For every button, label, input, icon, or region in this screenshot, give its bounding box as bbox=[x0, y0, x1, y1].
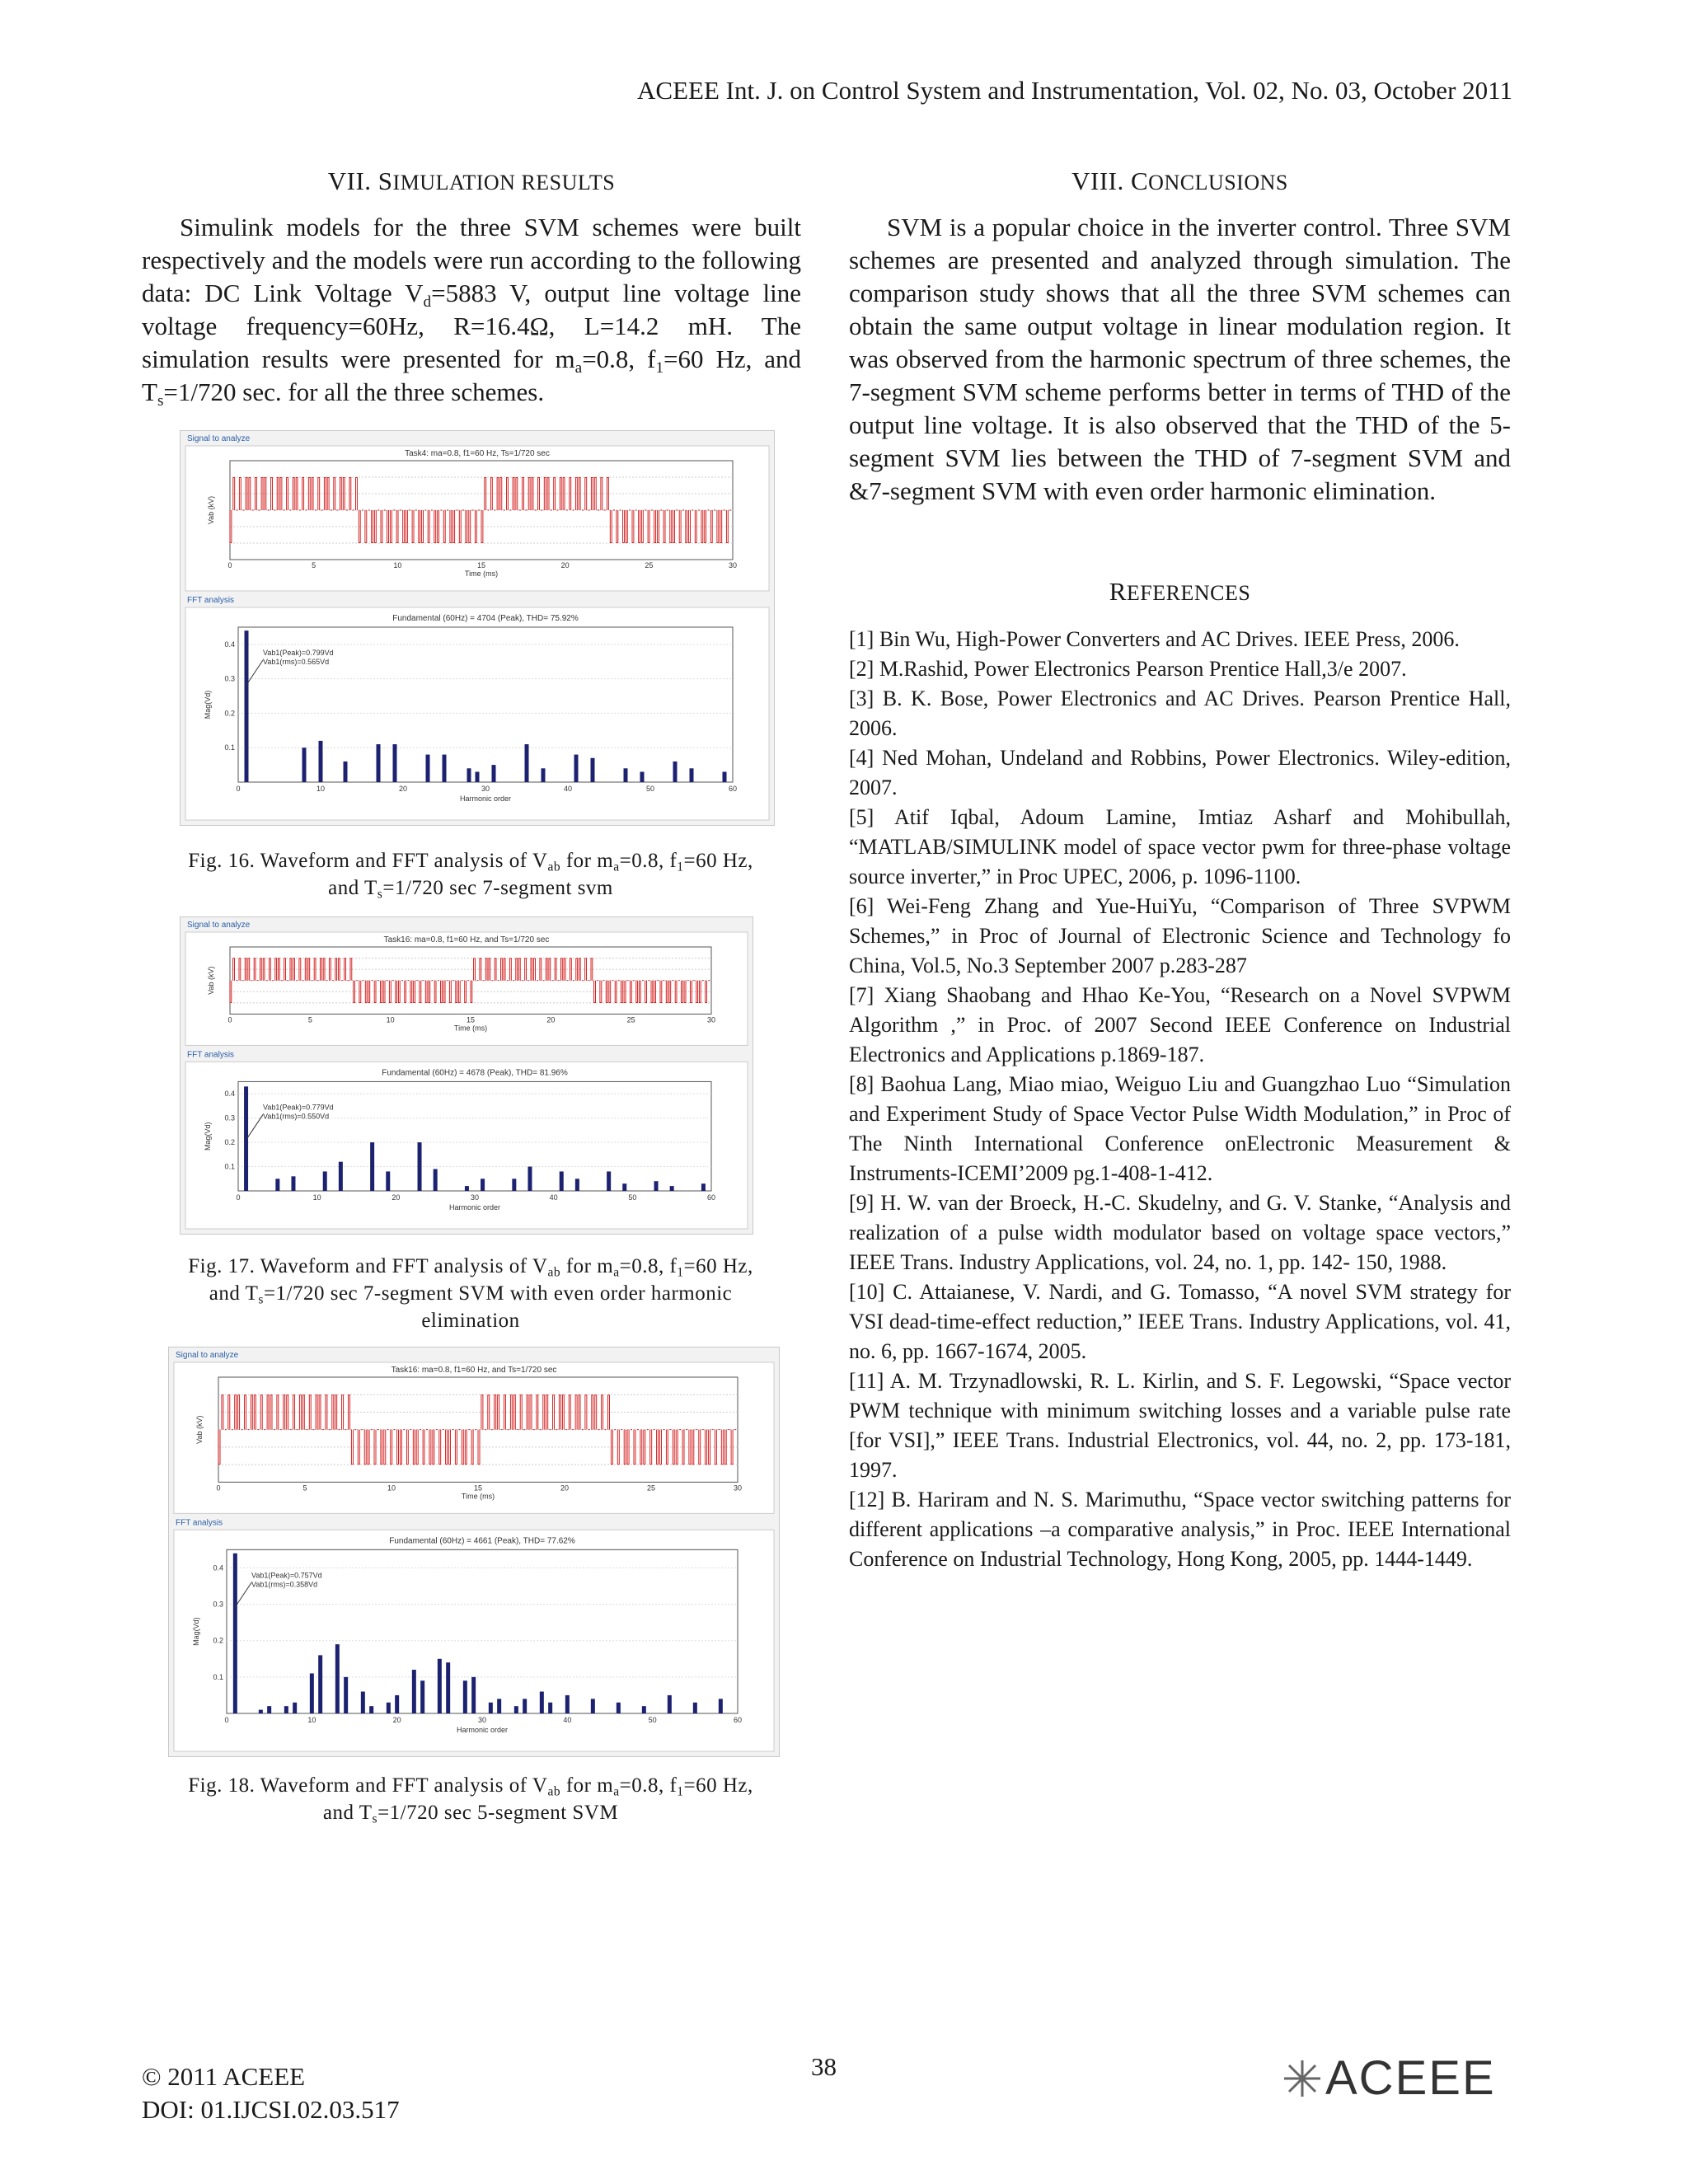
fft-bar-h47 bbox=[624, 768, 628, 782]
fft-panel-label: FFT analysis bbox=[187, 595, 235, 605]
fft-bar-h49 bbox=[622, 1183, 626, 1191]
star-logo-icon bbox=[1279, 2055, 1325, 2102]
reference-item: [2] M.Rashid, Power Electronics Pearson Prentice Hall,3/e 2007. bbox=[849, 657, 1407, 681]
fft-y-tick: 0.4 bbox=[224, 640, 235, 649]
waveform-y-label: Vab (kV) bbox=[207, 966, 215, 995]
fft-bar-h49 bbox=[640, 771, 645, 782]
fft-bar-h20 bbox=[395, 1695, 399, 1713]
fft-x-tick: 40 bbox=[563, 1716, 572, 1724]
fft-bar-h19 bbox=[393, 744, 397, 782]
fft-bar-h40 bbox=[565, 1695, 570, 1713]
fft-annotation: Vab1(Peak)=0.757Vd bbox=[251, 1571, 322, 1580]
fft-x-tick: 20 bbox=[392, 1193, 401, 1202]
fft-bar-h29 bbox=[471, 1677, 476, 1713]
fft-bar-h58 bbox=[719, 1699, 723, 1713]
waveform-y-label: Vab (kV) bbox=[207, 495, 215, 525]
references-heading: REFERENCES bbox=[1109, 577, 1251, 606]
fft-bar-h31 bbox=[492, 765, 496, 782]
waveform-x-tick: 30 bbox=[706, 1015, 716, 1024]
waveform-x-tick: 10 bbox=[393, 560, 402, 569]
fft-y-tick: 0.3 bbox=[224, 674, 235, 683]
waveform-x-tick: 5 bbox=[302, 1483, 307, 1493]
fft-bar-h55 bbox=[670, 1186, 674, 1191]
fft-bar-h59 bbox=[723, 771, 727, 782]
fft-bar-h26 bbox=[446, 1662, 450, 1713]
fft-bar-h23 bbox=[426, 755, 430, 782]
fft-bar-h34 bbox=[514, 1706, 518, 1713]
reference-item: [3] B. K. Bose, Power Electronics and AC Drives. Pearson Prentice Hall, 2006. bbox=[849, 687, 1511, 740]
fft-bar-h14 bbox=[344, 1677, 348, 1713]
fft-x-tick: 20 bbox=[398, 785, 408, 793]
fft-x-tick: 30 bbox=[477, 1716, 487, 1724]
fft-x-tick: 10 bbox=[312, 1193, 321, 1202]
journal-header: ACEEE Int. J. on Control System and Instrumentation, Vol. 02, No. 03, October 2011 bbox=[637, 76, 1512, 105]
fft-y-tick: 0.3 bbox=[213, 1600, 223, 1609]
reference-item: [12] B. Hariram and N. S. Marimuthu, “Space vector switching patterns for different applications –a comparative analysis,” in Proc. IEEE International Conference on Industrial Technology, Hong Kong, 2005, pp. 1444-1449. bbox=[849, 1488, 1511, 1571]
fft-bar-h55 bbox=[690, 768, 694, 782]
fft-bar-h37 bbox=[528, 1167, 532, 1191]
fft-x-tick: 20 bbox=[392, 1716, 401, 1724]
reference-item: [11] A. M. Trzynadlowski, R. L. Kirlin, and S. F. Legowski, “Space vector PWM technique with minimum switching losses and a variable pulse rate [for VSI],” IEEE Trans. Industrial Electronics, vol. 44, no. 2, pp. 173-181, 1997. bbox=[849, 1369, 1511, 1482]
figure-18-caption: Fig. 18. Waveform and FFT analysis of $V_{ab}$ for $m_a=0.8$, $f_1=60$ Hz, and $T_s=1/720$ sec 5-segment SVM bbox=[188, 1774, 753, 1826]
figure-17 bbox=[180, 916, 753, 1235]
fft-x-tick: 50 bbox=[628, 1193, 637, 1202]
waveform-x-tick: 20 bbox=[546, 1015, 556, 1024]
fft-bar-h5 bbox=[267, 1706, 271, 1713]
fft-bar-h11 bbox=[323, 1171, 327, 1191]
section-7-heading bbox=[142, 166, 801, 196]
reference-item: [5] Atif Iqbal, Adoum Lamine, Imtiaz Asharf and Mohibullah, “MATLAB/SIMULINK model of space vector pwm for three-phase voltage source inverter,” in Proc UPEC, 2006, p. 1096-1100. bbox=[849, 805, 1511, 888]
fft-bar-h25 bbox=[434, 1169, 438, 1191]
fft-bar-h19 bbox=[387, 1703, 391, 1713]
logo-text: ACEEE bbox=[1325, 2051, 1496, 2105]
waveform-x-label: Time (ms) bbox=[464, 569, 499, 578]
fft-bar-h1 bbox=[244, 1086, 248, 1191]
fft-x-label: Harmonic order bbox=[448, 1203, 501, 1212]
reference-item: [10] C. Attaianese, V. Nardi, and G. Tomasso, “A novel SVM strategy for VSI dead-time-effect reduction,” IEEE Trans. Industry Applications, vol. 41, no. 6, pp. 1667-1674, 2005. bbox=[849, 1280, 1511, 1363]
fft-bar-h22 bbox=[412, 1670, 416, 1713]
figure-17-caption: Fig. 17. Waveform and FFT analysis of $V_{ab}$ for $m_a=0.8$, $f_1=60$ Hz, and $T_s=1/720$ sec 7-segment SVM with even order harmonic elimination bbox=[188, 1255, 753, 1332]
fft-bar-h35 bbox=[512, 1179, 516, 1191]
waveform-x-tick: 30 bbox=[733, 1483, 743, 1493]
section-8-heading bbox=[849, 166, 1511, 196]
section-8-title: ONCLUSIONS bbox=[1148, 171, 1288, 194]
fft-bar-h43 bbox=[575, 1179, 579, 1191]
reference-item: [9] H. W. van der Broeck, H.-C. Skudelny, and G. V. Stanke, “Analysis and realization of a pulse width modulator based on voltage space vectors,” IEEE Trans. Industry Applications, vol. 24, no. 1, pp. 142- 150, 1988. bbox=[849, 1191, 1511, 1274]
fft-bar-h43 bbox=[591, 758, 595, 782]
fft-y-tick: 0.4 bbox=[213, 1563, 223, 1572]
fft-bar-h13 bbox=[335, 1644, 340, 1713]
aceee-logo bbox=[1279, 2050, 1496, 2106]
fft-title: Fundamental (60Hz) = 4704 (Peak), THD= 75.92% bbox=[392, 613, 579, 623]
waveform-title: Task16: ma=0.8, f1=60 Hz, and Ts=1/720 sec bbox=[383, 935, 550, 944]
fft-x-tick: 30 bbox=[470, 1193, 480, 1202]
fft-bar-h53 bbox=[654, 1181, 659, 1191]
fft-bar-h17 bbox=[370, 1142, 374, 1191]
fft-bar-h35 bbox=[523, 1699, 527, 1713]
fft-bar-h43 bbox=[591, 1699, 595, 1713]
fft-x-label: Harmonic order bbox=[459, 794, 512, 803]
fft-bar-h25 bbox=[438, 1659, 442, 1713]
waveform-x-tick: 20 bbox=[560, 560, 570, 569]
page-number: 38 bbox=[811, 2052, 837, 2081]
fft-y-tick: 0.1 bbox=[224, 1162, 235, 1171]
fft-annotation: Vab1(rms)=0.358Vd bbox=[251, 1580, 318, 1589]
signal-panel-label: Signal to analyze bbox=[176, 1351, 239, 1360]
waveform-x-tick: 15 bbox=[476, 560, 486, 569]
fft-panel-label: FFT analysis bbox=[187, 1050, 235, 1060]
fft-bar-h11 bbox=[318, 1655, 322, 1713]
figure-16-caption: Fig. 16. Waveform and FFT analysis of $V_{ab}$ for $m_a=0.8$, $f_1=60$ Hz, and $T_s=1/720$ sec 7-segment svm bbox=[188, 850, 753, 902]
reference-item: [1] Bin Wu, High-Power Converters and AC Drives. IEEE Press, 2006. bbox=[849, 627, 1460, 651]
fft-bar-h7 bbox=[291, 1176, 295, 1191]
waveform-title: Task4: ma=0.8, f1=60 Hz, Ts=1/720 sec bbox=[405, 449, 550, 458]
waveform-x-tick: 25 bbox=[646, 1483, 656, 1493]
fft-x-tick: 40 bbox=[549, 1193, 558, 1202]
fft-x-label: Harmonic order bbox=[456, 1726, 509, 1734]
fft-y-label: Mag(Vd) bbox=[204, 1122, 212, 1151]
waveform-x-tick: 10 bbox=[386, 1015, 395, 1024]
waveform-x-tick: 10 bbox=[387, 1483, 396, 1493]
signal-panel-label: Signal to analyze bbox=[187, 921, 251, 930]
fft-bar-h37 bbox=[542, 768, 546, 782]
fft-y-label: Mag(Vd) bbox=[192, 1617, 200, 1646]
signal-panel-label: Signal to analyze bbox=[187, 434, 251, 443]
waveform-x-tick: 20 bbox=[560, 1483, 570, 1493]
fft-bar-h37 bbox=[540, 1692, 544, 1713]
waveform-x-tick: 0 bbox=[227, 560, 232, 569]
footer-doi: DOI: 01.IJCSI.02.03.517 bbox=[142, 2095, 400, 2124]
fft-bar-h8 bbox=[293, 1703, 297, 1713]
fft-bar-h19 bbox=[386, 1171, 390, 1191]
references-list bbox=[849, 625, 1511, 1574]
section-8-number: VIII. C bbox=[1071, 166, 1149, 195]
fft-bar-h31 bbox=[481, 1179, 485, 1191]
fft-y-tick: 0.2 bbox=[224, 1138, 235, 1147]
fft-bar-h28 bbox=[463, 1680, 467, 1713]
reference-item: [6] Wei-Feng Zhang and Yue-HuiYu, “Comparison of Three SVPWM Schemes,” in Proc of Journal of Electronic Science and Technology fo China, Vol.5, No.3 September 2007 p.283-287 bbox=[849, 894, 1511, 977]
fft-y-tick: 0.4 bbox=[224, 1090, 235, 1099]
fft-bar-h35 bbox=[525, 744, 529, 782]
fft-bar-h31 bbox=[489, 1703, 493, 1713]
figure-16 bbox=[180, 430, 775, 826]
fft-title: Fundamental (60Hz) = 4678 (Peak), THD= 81.96% bbox=[382, 1068, 568, 1078]
fft-x-tick: 0 bbox=[236, 785, 241, 793]
fft-x-tick: 0 bbox=[236, 1193, 241, 1202]
fft-bar-h53 bbox=[673, 762, 678, 782]
fft-bar-h38 bbox=[548, 1703, 552, 1713]
fft-y-tick: 0.1 bbox=[224, 743, 235, 752]
reference-item: [8] Baohua Lang, Miao miao, Weiguo Liu and Guangzhao Luo “Simulation and Experiment Study of Space Vector Pulse Width Modulation,” in Proc of The Ninth International Conference onElectronic Measurement & Instruments-ICEMI’2009 pg.1-408-1-412. bbox=[849, 1072, 1511, 1185]
fft-y-label: Mag(Vd) bbox=[204, 690, 212, 719]
footer-copyright: © 2011 ACEEE bbox=[142, 2062, 306, 2091]
reference-item: [4] Ned Mohan, Undeland and Robbins, Power Electronics. Wiley-edition, 2007. bbox=[849, 746, 1511, 799]
fft-x-tick: 60 bbox=[706, 1193, 716, 1202]
waveform-y-label: Vab (kV) bbox=[195, 1415, 204, 1444]
fft-annotation: Vab1(Peak)=0.779Vd bbox=[263, 1103, 334, 1112]
fft-bar-h16 bbox=[361, 1692, 365, 1713]
fft-bar-h28 bbox=[467, 768, 471, 782]
fft-bar-h25 bbox=[443, 755, 447, 782]
fft-bar-h1 bbox=[233, 1554, 237, 1713]
fft-x-tick: 50 bbox=[645, 785, 655, 793]
fft-bar-h4 bbox=[259, 1710, 263, 1713]
fft-title: Fundamental (60Hz) = 4661 (Peak), THD= 77.62% bbox=[389, 1536, 575, 1546]
fft-bar-h41 bbox=[574, 755, 579, 782]
waveform-x-tick: 0 bbox=[216, 1483, 221, 1493]
waveform-x-label: Time (ms) bbox=[453, 1024, 488, 1033]
fft-x-tick: 10 bbox=[316, 785, 326, 793]
fft-annotation: Vab1(Peak)=0.799Vd bbox=[263, 648, 334, 657]
section-7-number: VII. S bbox=[327, 166, 393, 195]
waveform-x-tick: 5 bbox=[307, 1015, 312, 1024]
fft-bar-h23 bbox=[418, 1142, 422, 1191]
fft-y-tick: 0.2 bbox=[224, 709, 235, 718]
fft-bar-h52 bbox=[668, 1695, 672, 1713]
waveform-x-tick: 15 bbox=[466, 1015, 476, 1024]
fft-bar-h59 bbox=[701, 1183, 706, 1191]
waveform-x-tick: 0 bbox=[227, 1015, 232, 1024]
fft-y-tick: 0.1 bbox=[213, 1672, 223, 1681]
fft-bar-h13 bbox=[344, 762, 348, 782]
fft-bar-h47 bbox=[607, 1171, 611, 1191]
waveform-x-label: Time (ms) bbox=[461, 1492, 495, 1501]
fft-bar-h10 bbox=[319, 741, 323, 782]
fft-bar-h55 bbox=[693, 1703, 697, 1713]
fft-bar-h17 bbox=[369, 1706, 373, 1713]
conclusions-paragraph: SVM is a popular choice in the inverter control. Three SVM schemes are presented and analyzed through simulation. The comparison study shows that all the three SVM schemes can obtain the same output voltage in linear modulation region. It was observed from the harmonic spectrum of three schemes, the 7-segment SVM scheme performs better in terms of THD of the output line voltage. It is also observed that the THD of the 5-segment SVM lies between the THD of 7-segment SVM and &7-segment SVM with even order harmonic elimination. bbox=[849, 213, 1511, 505]
fft-bar-h46 bbox=[617, 1703, 621, 1713]
fft-y-tick: 0.2 bbox=[213, 1636, 223, 1645]
fft-bar-h32 bbox=[497, 1699, 501, 1713]
fft-bar-h17 bbox=[377, 744, 381, 782]
fft-x-tick: 40 bbox=[563, 785, 573, 793]
waveform-x-tick: 25 bbox=[645, 560, 654, 569]
fft-bar-h10 bbox=[310, 1673, 314, 1713]
waveform-x-tick: 30 bbox=[728, 560, 738, 569]
fft-bar-h29 bbox=[465, 1186, 469, 1191]
figure-18 bbox=[168, 1347, 780, 1757]
waveform-title: Task16: ma=0.8, f1=60 Hz, and Ts=1/720 sec bbox=[391, 1366, 557, 1375]
section-7-paragraph: Simulink models for the three SVM schemes were built respectively and the models were run according to the following data: DC Link Voltage $V_d=5883$ V, output line voltage line voltage frequency=60Hz, R=16.4Ω, L=14.2 mH. The simulation results were presented for $m_a=0.8$, $f_1=60$ Hz, and $T_s=1/720$ sec. for all the three schemes. bbox=[142, 213, 802, 410]
reference-item: [7] Xiang Shaobang and Hhao Ke-You, “Research on a Novel SVPWM Algorithm ,” in Proc. of 2007 Second IEEE Conference on Industrial Electronics and Applications p.1869-187. bbox=[849, 983, 1511, 1066]
section-7-title: IMULATION RESULTS bbox=[392, 171, 616, 194]
fft-annotation: Vab1(rms)=0.550Vd bbox=[263, 1112, 330, 1121]
fft-bar-h8 bbox=[302, 748, 307, 782]
fft-axes bbox=[238, 1081, 711, 1191]
fft-x-tick: 50 bbox=[648, 1716, 657, 1724]
fft-bar-h29 bbox=[476, 771, 480, 782]
fft-bar-h23 bbox=[420, 1680, 424, 1713]
fft-x-tick: 30 bbox=[481, 785, 490, 793]
fft-x-tick: 10 bbox=[307, 1716, 316, 1724]
fft-x-tick: 60 bbox=[728, 785, 738, 793]
fft-bar-h5 bbox=[275, 1179, 279, 1191]
fft-y-tick: 0.3 bbox=[224, 1113, 235, 1122]
fft-bar-h41 bbox=[560, 1171, 564, 1191]
fft-bar-h49 bbox=[642, 1706, 646, 1713]
fft-bar-h1 bbox=[245, 630, 249, 782]
waveform-x-tick: 25 bbox=[626, 1015, 635, 1024]
fft-annotation: Vab1(rms)=0.565Vd bbox=[263, 657, 330, 666]
waveform-x-tick: 5 bbox=[312, 560, 316, 569]
fft-x-tick: 0 bbox=[224, 1716, 229, 1724]
fft-bar-h13 bbox=[339, 1162, 343, 1191]
waveform-x-tick: 15 bbox=[473, 1483, 483, 1493]
fft-x-tick: 60 bbox=[733, 1716, 743, 1724]
fft-bar-h7 bbox=[284, 1706, 288, 1713]
fft-panel-label: FFT analysis bbox=[176, 1518, 223, 1528]
